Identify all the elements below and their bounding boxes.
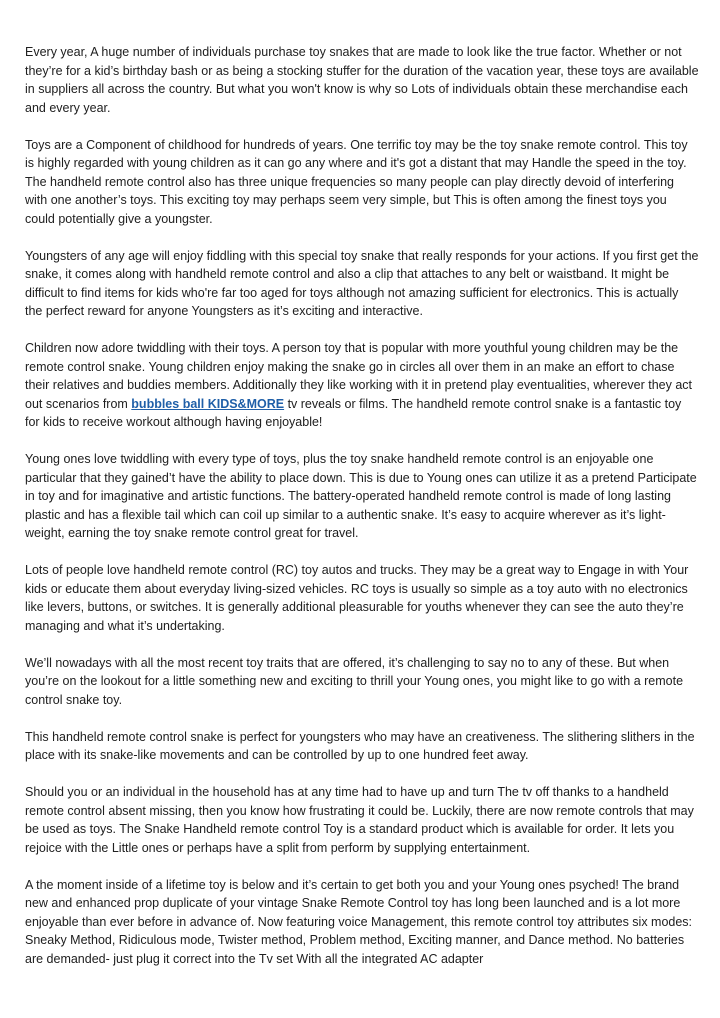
paragraph-2: Toys are a Component of childhood for hundreds of years. One terrific toy may be the toy snake remote control. This toy is highly regarded with young children as it can go any where and it's got a distant that may Handle the speed in the toy. The handheld remote control also has three unique frequencies so many people can play directly devoid of interfering with one another’s toys. This exciting toy may perhaps seem very simple, but This is often among the finest toys you could potentially give a youngster. [25,137,688,226]
paragraph-7: We’ll nowadays with all the most recent toy traits that are offered, it’s challenging to say no to any of these. But when you’re on the lookout for a little something new and exciting to thrill your Young ones, you might like to go with a remote control snake toy. [25,655,684,707]
paragraph-4-text-before: Children now adore twiddling with their toys. A person toy that is popular with more youthful young children may be the remote control snake. Young children enjoy making the snake go in circles all over them in an make an effort to chase their relatives and buddies members. Additionally they like working with it in pretend play eventualities, wherever they act out scenarios from [25,341,693,411]
paragraph-10: A the moment inside of a lifetime toy is below and it’s certain to get both you and your Young ones psyched! The brand new and enhanced prop duplicate of your vintage Snake Remote Control toy has long been launched and is a lot more enjoyable than ever before in advance of. Now featuring voice Management, this remote control toy attributes six modes: Sneaky Method, Ridiculous mode, Twister method, Problem method, Exciting manner, and Dance method. No batteries are demanded- just plug it correct into the Tv set With all the integrated AC adapter [25,877,693,966]
paragraph-5: Young ones love twiddling with every type of toys, plus the toy snake handheld remote control is an enjoyable one particular that they gained’t have the ability to place down. This is due to Young ones can utilize it as a pretend Participate in toy and for imaginative and artistic functions. The battery-operated handheld remote control is made of long lasting plastic and has a flexible tail which can coil up similar to a authentic snake. It’s easy to acquire wherever as it’s light-weight, earning the toy snake remote control great for travel. [25,452,697,540]
paragraph-1: Every year, A huge number of individuals purchase toy snakes that are made to look like the true factor. Whether or not they’re for a kid’s birthday bash or as being a stocking stuffer for the duration of the vacation year, these toys are available in suppliers all across the country. But what you won't know is why so Lots of individuals obtain these merchandise each and every year. [25,45,699,115]
paragraph-4-text-after: tv reveals or films. The handheld remote control snake is a fantastic toy for kids to receive workout although having enjoyable! [25,396,682,429]
article-body [25,43,699,987]
kids-and-more-link[interactable]: bubbles ball KIDS&MORE [131,396,285,411]
paragraph-8: This handheld remote control snake is perfect for youngsters who may have an creativeness. The slithering slithers in the place with its snake-like movements and can be controlled by up to one hundred feet away. [25,729,695,762]
paragraph-9: Should you or an individual in the household has at any time had to have up and turn The tv off thanks to a handheld remote control absent missing, then you know how frustrating it could be. Luckily, there are now remote controls that may be used as toys. The Snake Handheld remote control Toy is a standard product which is available for order. It lets you rejoice with the Little ones or perhaps have a split from perform by supplying entertainment. [25,785,694,855]
paragraph-4 [25,339,699,432]
paragraph-3: Youngsters of any age will enjoy fiddling with this special toy snake that really responds for your actions. If you first get the snake, it comes along with handheld remote control and also a clip that attaches to any belt or waistband. It might be difficult to find items for kids who're far too aged for toys although not amazing sufficient for electronics. This is actually the perfect reward for anyone Youngsters as it’s exciting and interactive. [25,248,699,318]
paragraph-6: Lots of people love handheld remote control (RC) toy autos and trucks. They may be a great way to Engage in with Your kids or educate them about everyday living-sized vehicles. RC toys is usually so simple as a toy auto with no electronics like levers, buttons, or switches. It is generally additional pleasurable for youths whenever they can see the auto they’re managing and what it’s undertaking. [25,563,689,633]
